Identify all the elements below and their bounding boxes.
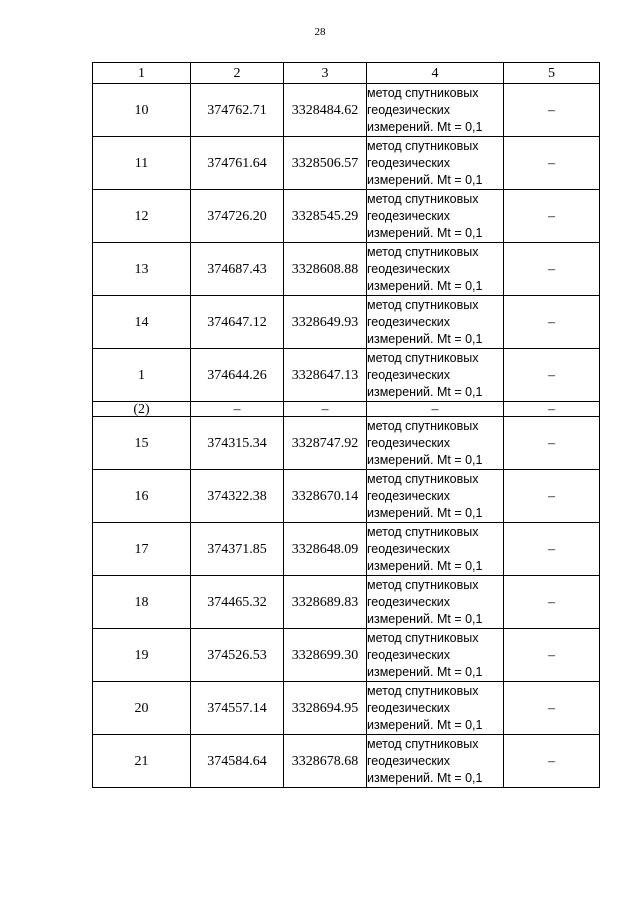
x-coordinate-cell: – [191,402,284,417]
table-row [93,470,600,523]
point-number-cell: 1 [93,349,191,402]
point-number-cell: 14 [93,296,191,349]
method-line: геодезических [367,314,451,329]
method-line: измерений. Mt = 0,1 [367,278,483,293]
method-line: метод спутниковых [367,683,479,698]
note-cell: – [504,735,600,788]
table-body [93,63,600,788]
method-line: геодезических [367,367,451,382]
method-line: метод спутниковых [367,471,479,486]
header-cell-3: 3 [284,63,367,84]
point-number-cell: 15 [93,417,191,470]
method-line: метод спутниковых [367,524,479,539]
method-line: геодезических [367,208,451,223]
method-line: метод спутниковых [367,85,479,100]
y-coordinate-cell: 3328506.57 [284,137,367,190]
method-cell [367,523,504,576]
method-cell [367,576,504,629]
x-coordinate-cell: 374726.20 [191,190,284,243]
x-coordinate-cell: 374644.26 [191,349,284,402]
method-line: геодезических [367,700,451,715]
y-coordinate-cell: 3328647.13 [284,349,367,402]
method-line: метод спутниковых [367,138,479,153]
y-coordinate-cell: 3328484.62 [284,84,367,137]
header-cell-4: 4 [367,63,504,84]
table-row [93,682,600,735]
method-line: измерений. Mt = 0,1 [367,452,483,467]
x-coordinate-cell: 374762.71 [191,84,284,137]
method-line: геодезических [367,594,451,609]
method-line: геодезических [367,541,451,556]
y-coordinate-cell: 3328699.30 [284,629,367,682]
method-line: измерений. Mt = 0,1 [367,611,483,626]
method-line: геодезических [367,435,451,450]
point-number-cell: 13 [93,243,191,296]
x-coordinate-cell: 374557.14 [191,682,284,735]
note-cell: – [504,84,600,137]
table-row [93,243,600,296]
coordinates-table [92,62,600,788]
method-line: геодезических [367,753,451,768]
method-line: геодезических [367,155,451,170]
point-number-cell: 10 [93,84,191,137]
note-cell: – [504,682,600,735]
method-cell [367,417,504,470]
y-coordinate-cell: 3328648.09 [284,523,367,576]
y-coordinate-cell: 3328670.14 [284,470,367,523]
method-line: геодезических [367,647,451,662]
method-line: геодезических [367,102,451,117]
header-cell-1: 1 [93,63,191,84]
header-cell-2: 2 [191,63,284,84]
method-cell [367,137,504,190]
method-line: измерений. Mt = 0,1 [367,664,483,679]
point-number-cell: 20 [93,682,191,735]
y-coordinate-cell: 3328678.68 [284,735,367,788]
separator-row [93,402,600,417]
method-cell [367,296,504,349]
method-line: метод спутниковых [367,418,479,433]
point-number-cell: 12 [93,190,191,243]
method-line: измерений. Mt = 0,1 [367,384,483,399]
point-number-cell: 21 [93,735,191,788]
y-coordinate-cell: 3328545.29 [284,190,367,243]
table-row [93,523,600,576]
note-cell: – [504,137,600,190]
note-cell: – [504,349,600,402]
method-cell [367,682,504,735]
note-cell: – [504,417,600,470]
point-number-cell: (2) [93,402,191,417]
method-cell [367,629,504,682]
note-cell: – [504,402,600,417]
x-coordinate-cell: 374584.64 [191,735,284,788]
method-line: метод спутниковых [367,297,479,312]
table-row [93,576,600,629]
table-row [93,417,600,470]
method-cell [367,349,504,402]
point-number-cell: 11 [93,137,191,190]
method-line: измерений. Mt = 0,1 [367,558,483,573]
method-line: измерений. Mt = 0,1 [367,331,483,346]
point-number-cell: 16 [93,470,191,523]
note-cell: – [504,470,600,523]
header-cell-5: 5 [504,63,600,84]
page-number: 28 [314,26,326,38]
y-coordinate-cell: 3328608.88 [284,243,367,296]
note-cell: – [504,576,600,629]
y-coordinate-cell: 3328649.93 [284,296,367,349]
note-cell: – [504,243,600,296]
point-number-cell: 17 [93,523,191,576]
y-coordinate-cell: 3328689.83 [284,576,367,629]
x-coordinate-cell: 374761.64 [191,137,284,190]
method-line: геодезических [367,488,451,503]
method-cell: – [367,402,504,417]
method-line: измерений. Mt = 0,1 [367,119,483,134]
point-number-cell: 18 [93,576,191,629]
method-line: метод спутниковых [367,191,479,206]
method-line: измерений. Mt = 0,1 [367,225,483,240]
method-line: метод спутниковых [367,577,479,592]
method-line: метод спутниковых [367,736,479,751]
method-cell [367,735,504,788]
note-cell: – [504,523,600,576]
method-line: измерений. Mt = 0,1 [367,172,483,187]
x-coordinate-cell: 374371.85 [191,523,284,576]
table-row [93,735,600,788]
method-cell [367,470,504,523]
table-row [93,84,600,137]
y-coordinate-cell: 3328747.92 [284,417,367,470]
note-cell: – [504,190,600,243]
method-cell [367,84,504,137]
x-coordinate-cell: 374687.43 [191,243,284,296]
x-coordinate-cell: 374465.32 [191,576,284,629]
x-coordinate-cell: 374315.34 [191,417,284,470]
x-coordinate-cell: 374322.38 [191,470,284,523]
point-number-cell: 19 [93,629,191,682]
table-row [93,137,600,190]
y-coordinate-cell: 3328694.95 [284,682,367,735]
method-line: метод спутниковых [367,630,479,645]
method-line: геодезических [367,261,451,276]
note-cell: – [504,296,600,349]
method-cell [367,243,504,296]
note-cell: – [504,629,600,682]
x-coordinate-cell: 374647.12 [191,296,284,349]
method-line: измерений. Mt = 0,1 [367,770,483,785]
table-row [93,296,600,349]
method-cell [367,190,504,243]
x-coordinate-cell: 374526.53 [191,629,284,682]
method-line: метод спутниковых [367,244,479,259]
table-row [93,190,600,243]
method-line: метод спутниковых [367,350,479,365]
table-row [93,349,600,402]
y-coordinate-cell: – [284,402,367,417]
method-line: измерений. Mt = 0,1 [367,717,483,732]
header-row [93,63,600,84]
method-line: измерений. Mt = 0,1 [367,505,483,520]
table-row [93,629,600,682]
